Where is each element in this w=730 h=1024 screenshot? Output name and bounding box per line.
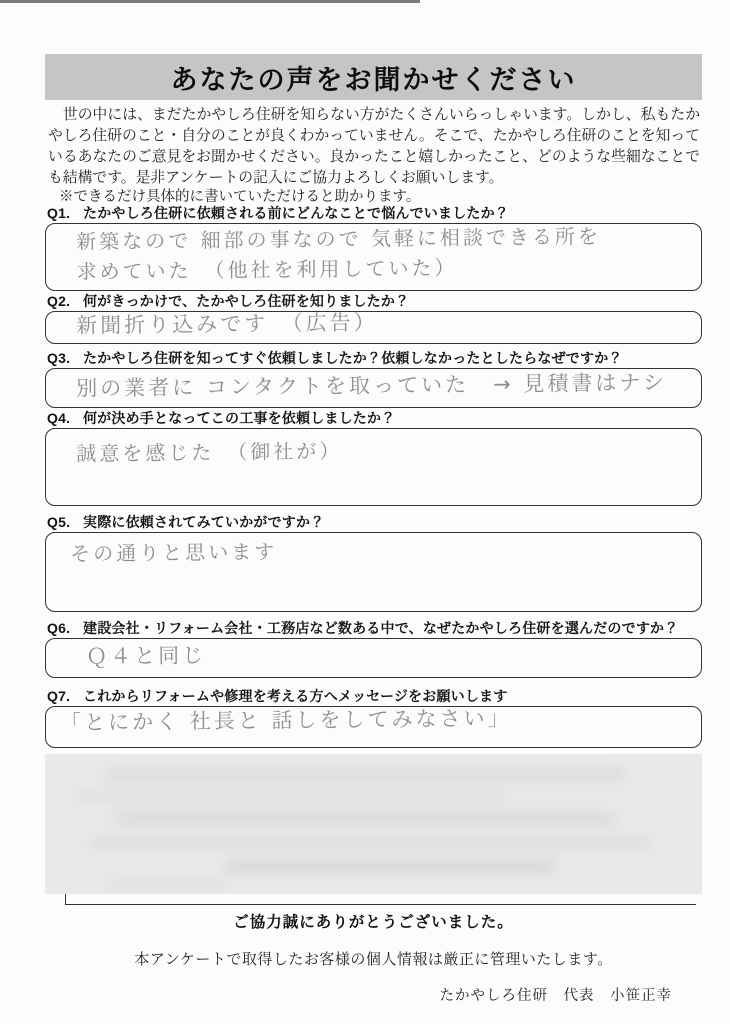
question-4 — [45, 410, 702, 506]
question-2-text: 何がきっかけで、たかやしろ住研を知りましたか？ — [83, 293, 410, 309]
redacted-smudge — [225, 862, 555, 871]
redacted-smudge — [105, 880, 225, 888]
intro-note: ※できるだけ具体的に書いていただけると助かります。 — [59, 189, 421, 205]
question-6-answer-box — [45, 638, 702, 678]
question-7-number: Q7. — [47, 688, 71, 704]
question-3-answer-box — [45, 368, 702, 408]
thanks-message: ご協力誠にありがとうございました。 — [233, 914, 514, 931]
page-title: あなたの声をお聞かせください — [170, 64, 577, 95]
intro-paragraph: 世の中には、まだたかやしろ住研を知らない方がたくさんいらっしゃいます。しかし、私もたかやしろ住研のこと・自分のことが良くわかっていません。そこで、たかやしろ住研のことを知っているあなたのご意見をお聞かせください。良かったこと嬉しかったこと、どのような些細なことでも結構です。是非アンケートの記入にご協力よろしくお願いします。 — [48, 107, 700, 186]
redacted-smudge — [105, 770, 625, 779]
question-1 — [45, 205, 702, 291]
question-7-answer-box — [45, 706, 702, 748]
question-2 — [45, 293, 702, 344]
question-5-answer-box — [45, 532, 702, 612]
question-5-number: Q5. — [47, 514, 71, 530]
question-4-handwritten-answer: 誠意を感じた （御社が） — [76, 438, 343, 466]
title-banner — [45, 54, 702, 100]
redacted-personal-info-section — [45, 754, 702, 894]
question-1-text: たかやしろ住研に依頼される前にどんなことで悩んでいましたか？ — [83, 205, 509, 221]
redacted-smudge — [75, 792, 505, 800]
question-6-text: 建設会社・リフォーム会社・工務店など数ある中で、なぜたかやしろ住研を選んだのですか？ — [83, 620, 679, 636]
question-4-answer-box — [45, 428, 702, 506]
question-4-text: 何が決め手となってこの工事を依頼しましたか？ — [83, 410, 396, 426]
question-2-answer-box — [45, 311, 702, 344]
company-signature: たかやしろ住研 代表 小笹正幸 — [439, 987, 672, 1004]
question-6-handwritten-answer: Ｑ４と同じ — [86, 643, 207, 669]
question-3 — [45, 350, 702, 408]
redacted-smudge — [115, 814, 615, 823]
question-5-text: 実際に依頼されてみていかがですか？ — [83, 514, 325, 530]
question-3-number: Q3. — [47, 350, 71, 366]
question-6-number: Q6. — [47, 620, 71, 636]
question-1-number: Q1. — [47, 205, 71, 221]
question-6 — [45, 620, 702, 678]
question-1-answer-box — [45, 223, 702, 291]
question-7-text: これからリフォームや修理を考える方へメッセージをお願いします — [83, 688, 508, 704]
question-7 — [45, 688, 702, 748]
question-2-number: Q2. — [47, 293, 71, 309]
privacy-notice: 本アンケートで取得したお客様の個人情報は厳正に管理いたします。 — [134, 951, 613, 968]
question-2-handwritten-answer: 新聞折り込みです （広告） — [76, 310, 378, 338]
question-5-handwritten-answer: その通りと思います — [70, 539, 278, 566]
question-7-handwritten-answer: 「とにかく 社長と 話しをしてみなさい」 — [60, 706, 512, 735]
question-5 — [45, 514, 702, 612]
question-4-number: Q4. — [47, 410, 71, 426]
question-3-text: たかやしろ住研を知ってすぐ依頼しましたか？依頼しなかったとしたらなぜですか？ — [83, 350, 623, 366]
question-3-handwritten-answer: 別の業者に コンタクトを取っていた → 見積書はナシ — [76, 370, 667, 401]
redacted-box-bottom-border — [65, 894, 696, 905]
question-1-handwritten-answer: 新築なので 細部の事なので 気軽に相談できる所を 求めていた （他社を利用していた） — [76, 224, 602, 284]
redacted-smudge — [90, 838, 650, 847]
